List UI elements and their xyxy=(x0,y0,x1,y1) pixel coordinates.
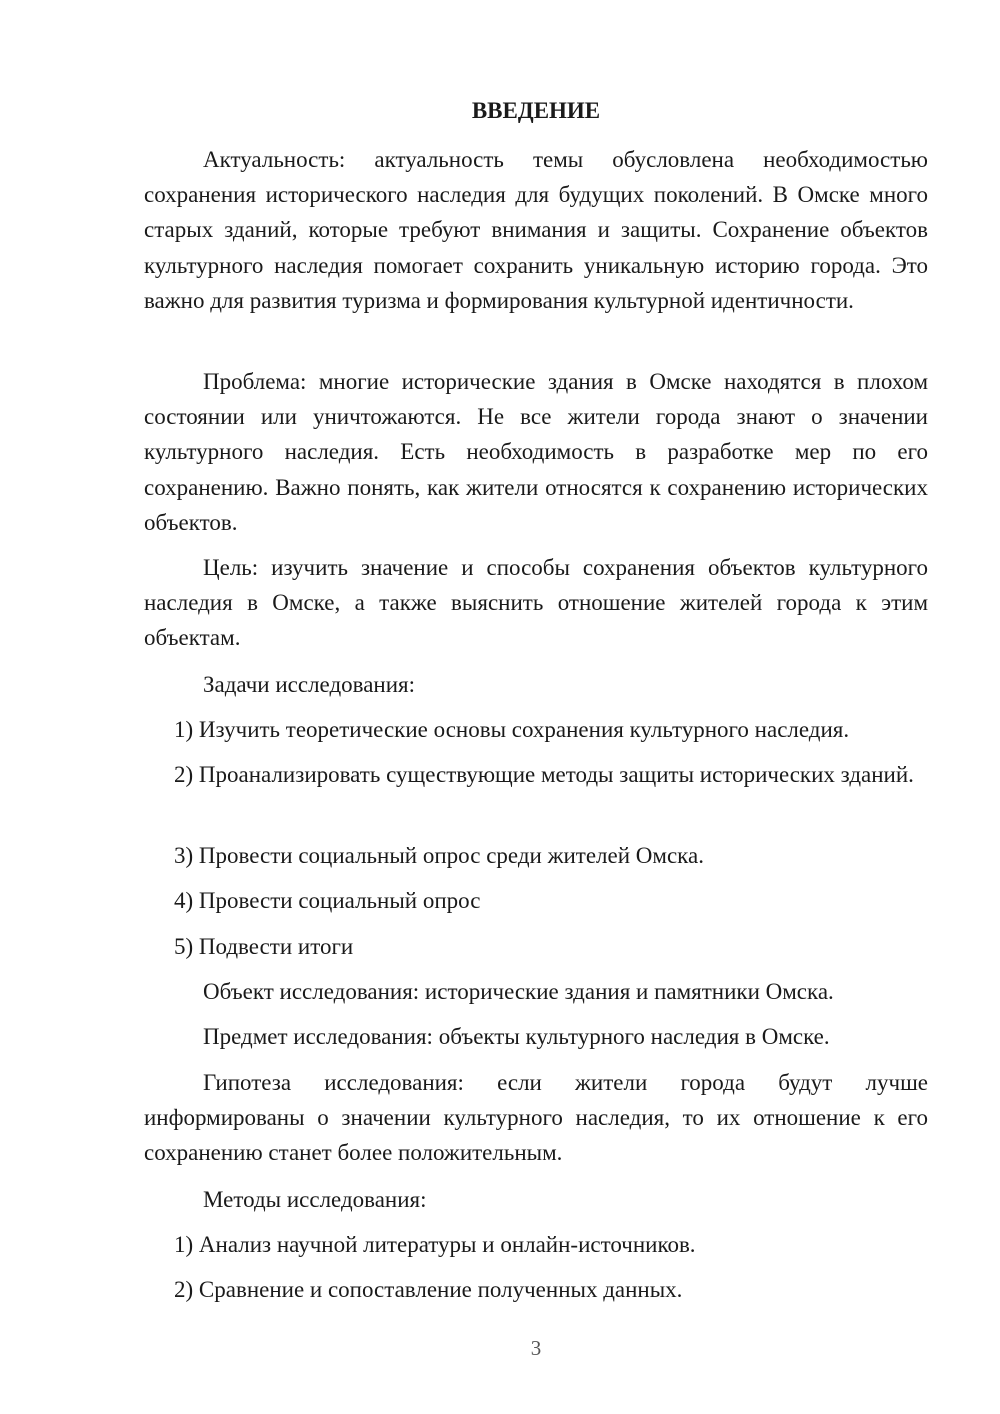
page-number: 3 xyxy=(530,1336,542,1360)
task-item: 1) Изучить теоретические основы сохранения культурного наследия. xyxy=(174,717,850,742)
task-item: 3) Провести социальный опрос среди жителей Омска. xyxy=(174,843,704,868)
hypothesis-paragraph: Гипотеза исследования: если жители города будут лучше информированы о значении культурного наследия, то их отношение к его сохранению станет более положительным. xyxy=(144,1070,928,1166)
task-item: 2) Проанализировать существующие методы защиты исторических зданий. xyxy=(174,762,914,787)
subject-paragraph: Предмет исследования: объекты культурного наследия в Омске. xyxy=(203,1024,830,1049)
goal-paragraph: Цель: изучить значение и способы сохранения объектов культурного наследия в Омске, а также выяснить отношение жителей города к этим объектам. xyxy=(144,555,928,651)
tasks-heading: Задачи исследования: xyxy=(203,672,416,697)
task-item: 4) Провести социальный опрос xyxy=(174,888,481,913)
method-item: 2) Сравнение и сопоставление полученных данных. xyxy=(174,1277,683,1302)
problem-paragraph: Проблема: многие исторические здания в Омске находятся в плохом состоянии или уничтожаются. Не все жители города знают о значении культурного наследия. Есть необходимость в разработке мер по его сохранению. Важно понять, как жители относятся к сохранению исторических объектов. xyxy=(144,369,928,535)
relevance-paragraph: Актуальность: актуальность темы обусловлена необходимостью сохранения исторического наследия для будущих поколений. В Омске много старых зданий, которые требуют внимания и защиты. Сохранение объектов культурного наследия помогает сохранить уникальную историю города. Это важно для развития туризма и формирования культурной идентичности. xyxy=(144,147,928,313)
task-item: 5) Подвести итоги xyxy=(174,934,354,959)
page-title: ВВЕДЕНИЕ xyxy=(471,98,601,123)
methods-heading: Методы исследования: xyxy=(203,1187,427,1212)
object-paragraph: Объект исследования: исторические здания и памятники Омска. xyxy=(203,979,834,1004)
method-item: 1) Анализ научной литературы и онлайн-источников. xyxy=(174,1232,696,1257)
